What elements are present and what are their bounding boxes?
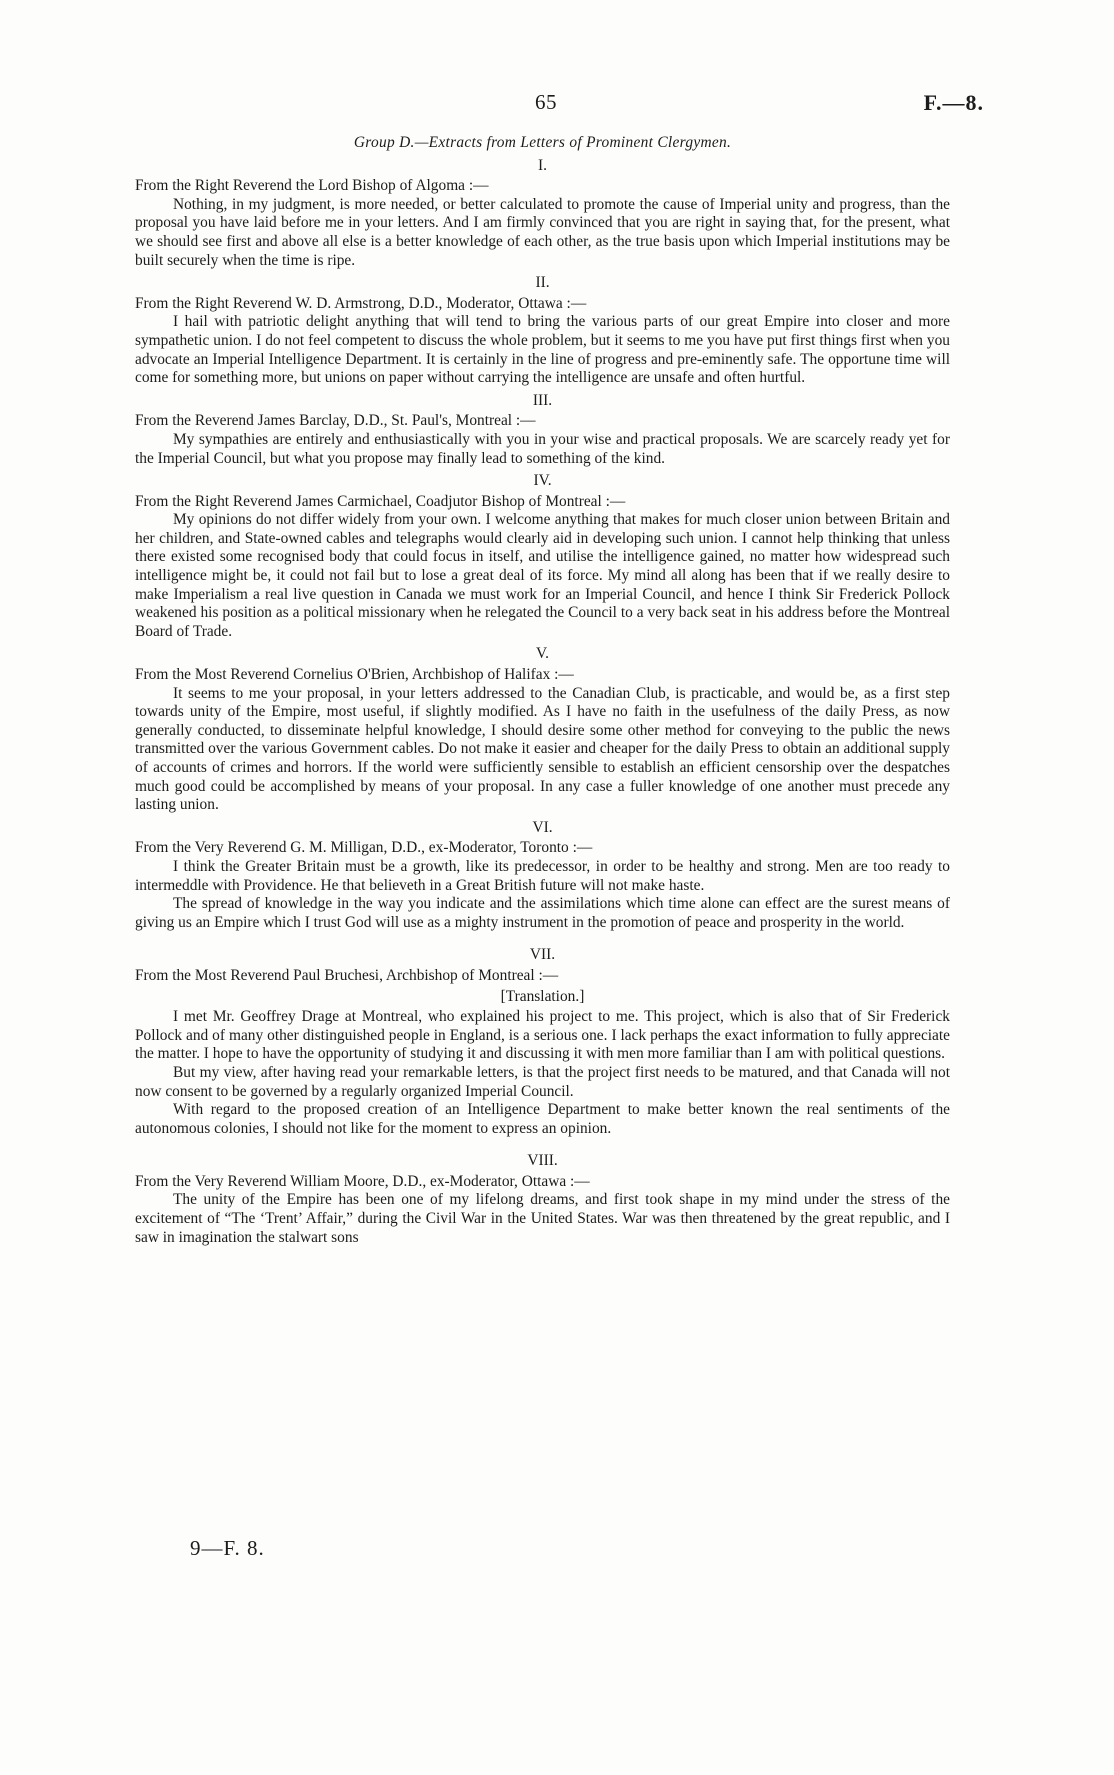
spacer bbox=[135, 932, 950, 942]
letter-paragraph: I hail with patriotic delight anything that will tend to bring the various parts of our great Empire into closer and more sympathetic union. I do not feel competent to discuss the whole problem, but it seems to me you have put first things first when you advocate an Imperial Intelligence Department. It is certainly in the line of progress and pre-eminently safe. The opportune time will come for something more, but unions on paper without carrying the intelligence are unsafe and often hurtful. bbox=[135, 313, 950, 387]
spacer bbox=[135, 1138, 950, 1148]
letter-paragraph: I think the Greater Britain must be a growth, like its predecessor, in order to be healthy and strong. Men are too ready to intermeddle with Providence. He that believeth in a Great British future will not make haste. bbox=[135, 857, 950, 894]
letter-paragraph: With regard to the proposed creation of an Intelligence Department to make better known the real sentiments of the autonomous colonies, I should not like for the moment to express an opinion. bbox=[135, 1101, 950, 1137]
section-numeral: IV. bbox=[533, 472, 552, 490]
document-reference: F.—8. bbox=[923, 90, 984, 115]
letter-paragraph: The unity of the Empire has been one of my lifelong dreams, and first took shape in my mind under the stress of the excitement of “The ‘Trent’ Affair,” during the Civil War in the United States. War was then threatened by the great republic, and I saw in imagination the stalwart sons bbox=[135, 1191, 950, 1246]
letter-5 bbox=[135, 645, 950, 814]
letter-paragraph: My sympathies are entirely and enthusiastically with you in your wise and practical proposals. We are scarcely ready yet for the Imperial Council, but what you propose may finally lead to something of the kind. bbox=[135, 430, 950, 467]
letter-sender: From the Very Reverend William Moore, D.D., ex-Moderator, Ottawa :— bbox=[135, 1172, 590, 1190]
section-numeral: II. bbox=[535, 274, 550, 292]
section-numeral: I. bbox=[538, 156, 547, 174]
letter-sender: From the Most Reverend Paul Bruchesi, Archbishop of Montreal :— bbox=[135, 966, 559, 984]
letter-paragraph: It seems to me your proposal, in your letters addressed to the Canadian Club, is practicable, and would be, as a first step towards unity of the Empire, most useful, if slightly modified. As I have no faith in the usefulness of the daily Press, as now generally conducted, to disseminate helpful knowledge, I should desire some other method for conveying to the public the news transmitted over the various Government cables. Do not make it easier and cheaper for the daily Press to obtain an additional supply of accounts of crimes and horrors. If the world were sufficiently sensible to establish an efficient censorship over the despatches much good could be accomplished by means of your proposal. In any case a fuller knowledge of one another must precede any lasting union. bbox=[135, 684, 950, 814]
section-numeral: III. bbox=[532, 391, 553, 409]
section-numeral: VII. bbox=[529, 946, 556, 964]
group-title: Group D.—Extracts from Letters of Prominent Clergymen. bbox=[353, 134, 732, 151]
page-header bbox=[0, 90, 1114, 120]
page-body bbox=[135, 134, 950, 1247]
letter-sender: From the Very Reverend G. M. Milligan, D.D., ex-Moderator, Toronto :— bbox=[135, 839, 593, 857]
letter-sender: From the Reverend James Barclay, D.D., St. Paul's, Montreal :— bbox=[135, 412, 536, 430]
letter-sender: From the Right Reverend James Carmichael, Coadjutor Bishop of Montreal :— bbox=[135, 492, 626, 510]
signature-mark: 9—F. 8. bbox=[190, 1536, 265, 1560]
section-numeral: VIII. bbox=[527, 1152, 558, 1170]
letter-sender: From the Right Reverend the Lord Bishop of Algoma :— bbox=[135, 177, 489, 195]
section-numeral: VI. bbox=[532, 818, 553, 836]
letter-8 bbox=[135, 1152, 950, 1247]
letter-paragraph: My opinions do not differ widely from your own. I welcome anything that makes for much closer union between Britain and her children, and State-owned cables and telegraphs would clearly aid in developing such union. I cannot help thinking that unless there existed some recognised body that could focus in itself, and utilise the intelligence gained, no matter how widespread such intelligence might be, it could not fail but to lose a great deal of its force. My mind all along has been that if we really desire to make Imperialism a real live question in Canada we must work for an Imperial Council, and hence I think Sir Frederick Pollock weakened his position as a political missionary when he relegated the Council to a very back seat in his address before the Montreal Board of Trade. bbox=[135, 511, 950, 640]
page-number: 65 bbox=[535, 90, 557, 114]
letter-4 bbox=[135, 472, 950, 641]
letter-7 bbox=[135, 946, 950, 1138]
letter-paragraph: Nothing, in my judgment, is more needed, or better calculated to promote the cause of Imperial unity and progress, than the proposal you have laid before me in your letters. And I am firmly convinced that you are right in saying that, for the present, what we should see first and above all else is a better knowledge of each other, as the true basis upon which Imperial institutions may be built securely when the time is ripe. bbox=[135, 195, 950, 269]
letter-paragraph: The spread of knowledge in the way you indicate and the assimilations which time alone can effect are the surest means of giving us an Empire which I trust God will use as a mighty instrument in the promotion of peace and prosperity in the world. bbox=[135, 895, 950, 931]
letter-paragraph: But my view, after having read your remarkable letters, is that the project first needs to be matured, and that Canada will not now consent to be governed by a regularly organized Imperial Council. bbox=[135, 1063, 950, 1100]
letter-1 bbox=[135, 157, 950, 271]
letter-sender: From the Most Reverend Cornelius O'Brien, Archbishop of Halifax :— bbox=[135, 666, 574, 684]
letter-sender: From the Right Reverend W. D. Armstrong, D.D., Moderator, Ottawa :— bbox=[135, 294, 587, 312]
letter-3 bbox=[135, 392, 950, 468]
translation-note: [Translation.] bbox=[500, 987, 585, 1005]
letter-6 bbox=[135, 819, 950, 933]
section-numeral: V. bbox=[536, 645, 549, 663]
letter-2 bbox=[135, 274, 950, 388]
letter-paragraph: I met Mr. Geoffrey Drage at Montreal, who explained his project to me. This project, which is also that of Sir Frederick Pollock and of many other distinguished people in England, is a serious one. I lack perhaps the exact information to fully appreciate the matter. I hope to have the opportunity of studying it and discussing it with men more familiar than I am with political questions. bbox=[135, 1008, 950, 1063]
